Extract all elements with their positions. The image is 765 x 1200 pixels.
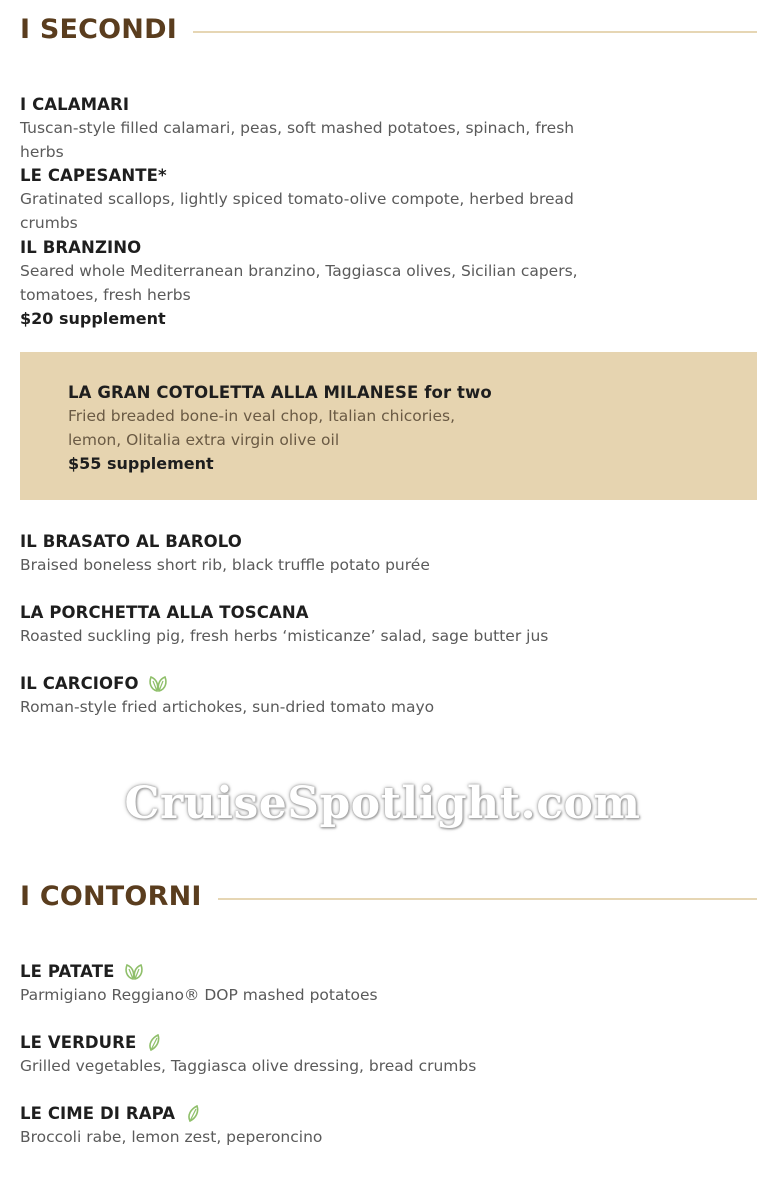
watermark-text: CruiseSpotlight.com	[124, 778, 641, 829]
item-name: LE PATATE	[20, 962, 115, 981]
item-name: LE CIME DI RAPA	[20, 1104, 176, 1123]
item-name: LA GRAN COTOLETTA ALLA MILANESE for two	[68, 383, 492, 402]
item-name-row	[20, 1102, 745, 1126]
item-name-row	[20, 960, 745, 984]
item-description: Braised boneless short rib, black truffle potato purée	[20, 556, 430, 574]
item-name: LE CAPESANTE*	[20, 166, 167, 185]
vegetarian-leaf-icon	[183, 1105, 205, 1123]
vegetarian-leaf-icon	[144, 1034, 166, 1052]
item-description: Fried breaded bone-in veal chop, Italian chicories, lemon, Olitalia extra virgin olive oil	[68, 407, 455, 449]
item-name: IL CARCIOFO	[20, 674, 139, 693]
item-name: IL BRANZINO	[20, 238, 142, 257]
featured-item-box	[20, 352, 757, 500]
item-description: Tuscan-style filled calamari, peas, soft mashed potatoes, spinach, fresh herbs	[20, 119, 575, 161]
item-name: LE VERDURE	[20, 1033, 137, 1052]
item-name: LA PORCHETTA ALLA TOSCANA	[20, 603, 309, 622]
item-name: IL BRASATO AL BAROLO	[20, 532, 242, 551]
menu-item-capesante	[20, 164, 745, 235]
item-name-row	[20, 672, 745, 696]
item-description: Roasted suckling pig, fresh herbs ‘misticanze’ salad, sage butter jus	[20, 627, 549, 645]
contorni-header	[20, 881, 757, 912]
vegan-leaf-icon	[147, 675, 169, 693]
item-description: Broccoli rabe, lemon zest, peperoncino	[20, 1128, 323, 1146]
secondi-header	[20, 14, 757, 45]
menu-item-patate	[20, 960, 745, 1008]
contorni-divider	[218, 898, 757, 900]
secondi-divider	[193, 31, 757, 33]
item-description: Seared whole Mediterranean branzino, Taggiasca olives, Sicilian capers, tomatoes, fresh herbs	[20, 262, 578, 304]
secondi-title: I SECONDI	[20, 14, 177, 45]
menu-item-porchetta	[20, 601, 745, 649]
item-description: Grilled vegetables, Taggiasca olive dressing, bread crumbs	[20, 1057, 477, 1075]
vegan-leaf-icon	[123, 963, 145, 981]
item-description: Parmigiano Reggiano® DOP mashed potatoes	[20, 986, 378, 1004]
contorni-title: I CONTORNI	[20, 881, 202, 912]
item-name: I CALAMARI	[20, 95, 130, 114]
menu-item-verdure	[20, 1031, 745, 1079]
menu-item-cime-di-rapa	[20, 1102, 745, 1150]
item-description: Roman-style fried artichokes, sun-dried tomato mayo	[20, 698, 435, 716]
item-supplement: $20 supplement	[20, 309, 166, 328]
menu-item-branzino	[20, 236, 745, 331]
menu-item-cotoletta	[68, 381, 717, 476]
menu-item-carciofo	[20, 672, 745, 720]
menu-item-brasato	[20, 530, 745, 578]
item-name-row	[20, 1031, 745, 1055]
item-supplement: $55 supplement	[68, 454, 214, 473]
item-description: Gratinated scallops, lightly spiced tomato-olive compote, herbed bread crumbs	[20, 190, 574, 232]
menu-item-calamari	[20, 93, 745, 164]
